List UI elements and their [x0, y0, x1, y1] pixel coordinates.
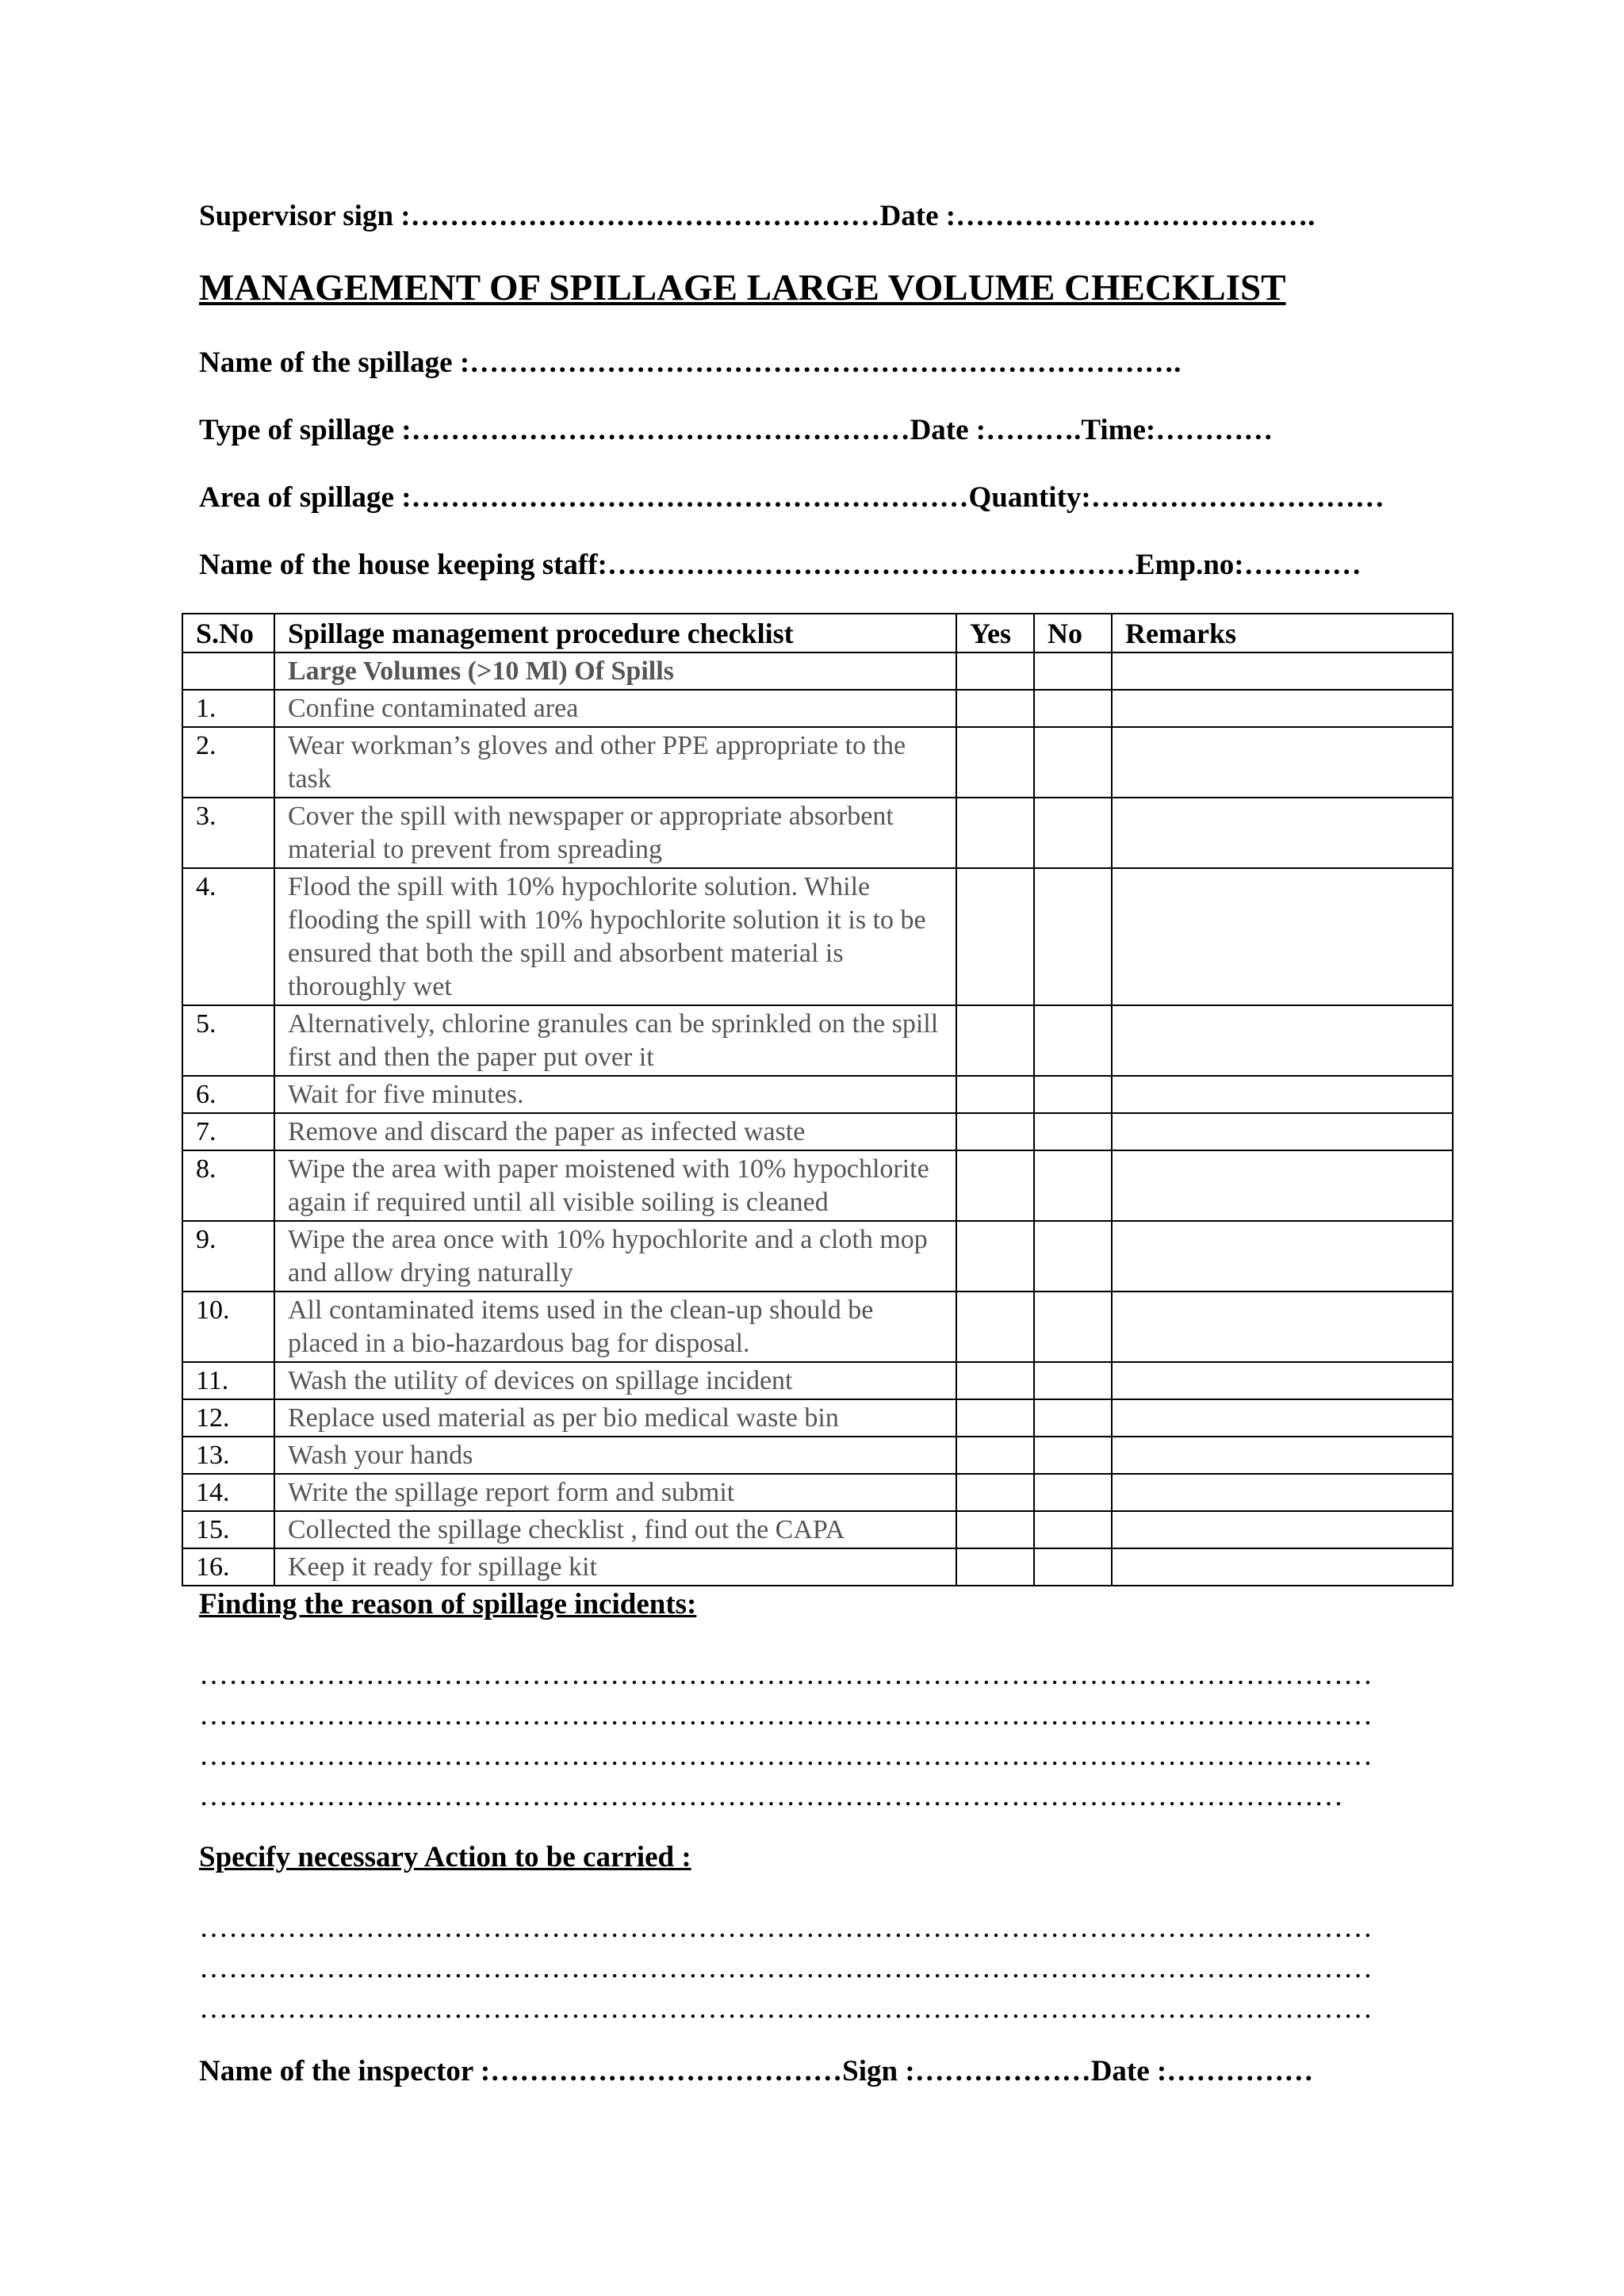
table-row [182, 1548, 1453, 1586]
row-sno: 5. [182, 1005, 274, 1076]
no-cell[interactable] [1034, 1437, 1112, 1474]
row-sno: 8. [182, 1150, 274, 1221]
findings-line[interactable]: ………………………………………………………………………………………………………… [199, 1659, 1373, 1691]
remarks-cell[interactable] [1112, 1548, 1453, 1586]
remarks-cell[interactable] [1112, 1399, 1453, 1437]
row-procedure: Keep it ready for spillage kit [274, 1548, 956, 1586]
no-cell[interactable] [1034, 652, 1112, 690]
remarks-cell[interactable] [1112, 1005, 1453, 1076]
row-procedure: Write the spillage report form and submit [274, 1474, 956, 1511]
no-cell[interactable] [1034, 727, 1112, 798]
actions-line[interactable]: ………………………………………………………………………………………………………… [199, 1952, 1373, 1984]
remarks-cell[interactable] [1112, 727, 1453, 798]
row-procedure: Wash the utility of devices on spillage incident [274, 1362, 956, 1399]
row-sno: 3. [182, 798, 274, 868]
table-row [182, 1150, 1453, 1221]
table-row [182, 727, 1453, 798]
row-sno: 14. [182, 1474, 274, 1511]
yes-cell[interactable] [956, 868, 1034, 1005]
row-procedure: Replace used material as per bio medical waste bin [274, 1399, 956, 1437]
findings-line[interactable]: ………………………………………………………………………………………………………… [199, 1699, 1373, 1732]
remarks-cell[interactable] [1112, 1292, 1453, 1362]
housekeeping-staff-line: Name of the house keeping staff:………………………………………………Emp.no:………… [199, 549, 1362, 581]
yes-cell[interactable] [956, 1362, 1034, 1399]
no-cell[interactable] [1034, 798, 1112, 868]
remarks-cell[interactable] [1112, 1076, 1453, 1113]
row-procedure: Flood the spill with 10% hypochlorite solution. While flooding the spill with 10% hypochlorite solution it is to be ensured that both the spill and absorbent material is thoroughly wet [274, 868, 956, 1005]
yes-cell[interactable] [956, 727, 1034, 798]
yes-cell[interactable] [956, 798, 1034, 868]
row-procedure: All contaminated items used in the clean-up should be placed in a bio-hazardous bag for disposal. [274, 1292, 956, 1362]
row-sno [182, 652, 274, 690]
row-procedure: Wait for five minutes. [274, 1076, 956, 1113]
row-procedure: Wear workman’s gloves and other PPE appropriate to the task [274, 727, 956, 798]
remarks-cell[interactable] [1112, 1511, 1453, 1548]
table-row [182, 1221, 1453, 1292]
row-procedure: Wipe the area once with 10% hypochlorite and a cloth mop and allow drying naturally [274, 1221, 956, 1292]
remarks-cell[interactable] [1112, 868, 1453, 1005]
table-row [182, 1113, 1453, 1150]
findings-line[interactable]: ……………………………………………………………………………………………………… [199, 1780, 1343, 1812]
yes-cell[interactable] [956, 1005, 1034, 1076]
header-yes: Yes [956, 614, 1034, 652]
table-header-row [182, 614, 1453, 652]
subheading-large-volumes: Large Volumes (>10 Ml) Of Spills [274, 652, 956, 690]
yes-cell[interactable] [956, 1292, 1034, 1362]
row-procedure: Cover the spill with newspaper or appropriate absorbent material to prevent from spreading [274, 798, 956, 868]
row-procedure: Remove and discard the paper as infected waste [274, 1113, 956, 1150]
no-cell[interactable] [1034, 868, 1112, 1005]
yes-cell[interactable] [956, 652, 1034, 690]
yes-cell[interactable] [956, 1548, 1034, 1586]
table-row [182, 1437, 1453, 1474]
no-cell[interactable] [1034, 1005, 1112, 1076]
yes-cell[interactable] [956, 1437, 1034, 1474]
remarks-cell[interactable] [1112, 798, 1453, 868]
table-row [182, 1076, 1453, 1113]
yes-cell[interactable] [956, 1511, 1034, 1548]
row-sno: 2. [182, 727, 274, 798]
spillage-name-line: Name of the spillage :………………………………………………………………. [199, 346, 1182, 379]
no-cell[interactable] [1034, 1113, 1112, 1150]
page-title: MANAGEMENT OF SPILLAGE LARGE VOLUME CHECKLIST [199, 267, 1286, 308]
remarks-cell[interactable] [1112, 1362, 1453, 1399]
yes-cell[interactable] [956, 690, 1034, 727]
remarks-cell[interactable] [1112, 1150, 1453, 1221]
remarks-cell[interactable] [1112, 690, 1453, 727]
no-cell[interactable] [1034, 1076, 1112, 1113]
yes-cell[interactable] [956, 1076, 1034, 1113]
row-sno: 7. [182, 1113, 274, 1150]
row-procedure: Wash your hands [274, 1437, 956, 1474]
row-sno: 6. [182, 1076, 274, 1113]
table-row [182, 1399, 1453, 1437]
row-sno: 4. [182, 868, 274, 1005]
table-row [182, 1511, 1453, 1548]
row-sno: 12. [182, 1399, 274, 1437]
yes-cell[interactable] [956, 1150, 1034, 1221]
table-row [182, 1362, 1453, 1399]
row-sno: 16. [182, 1548, 274, 1586]
row-procedure: Confine contaminated area [274, 690, 956, 727]
actions-heading: Specify necessary Action to be carried : [199, 1841, 691, 1873]
no-cell[interactable] [1034, 1362, 1112, 1399]
row-sno: 13. [182, 1437, 274, 1474]
supervisor-sign-line: Supervisor sign :…………………………………………Date :………………………………. [199, 200, 1316, 232]
actions-line[interactable]: ………………………………………………………………………………………………………… [199, 1911, 1373, 1944]
row-sno: 11. [182, 1362, 274, 1399]
yes-cell[interactable] [956, 1113, 1034, 1150]
row-sno: 1. [182, 690, 274, 727]
table-row [182, 1005, 1453, 1076]
table-row [182, 798, 1453, 868]
inspector-line: Name of the inspector :………………………………Sign :………………Date :…………… [199, 2055, 1314, 2087]
header-procedure: Spillage management procedure checklist [274, 614, 956, 652]
spillage-type-line: Type of spillage :……………………………………………Date :……….Time:………… [199, 414, 1274, 446]
header-sno: S.No [182, 614, 274, 652]
row-sno: 15. [182, 1511, 274, 1548]
table-row [182, 1474, 1453, 1511]
header-remarks: Remarks [1112, 614, 1453, 652]
checklist-table [182, 613, 1454, 1586]
row-sno: 9. [182, 1221, 274, 1292]
remarks-cell[interactable] [1112, 1221, 1453, 1292]
no-cell[interactable] [1034, 1150, 1112, 1221]
no-cell[interactable] [1034, 1548, 1112, 1586]
remarks-cell[interactable] [1112, 652, 1453, 690]
row-procedure: Alternatively, chlorine granules can be sprinkled on the spill first and then the paper put over it [274, 1005, 956, 1076]
no-cell[interactable] [1034, 1221, 1112, 1292]
yes-cell[interactable] [956, 1399, 1034, 1437]
findings-line[interactable]: ………………………………………………………………………………………………………… [199, 1739, 1373, 1772]
row-procedure: Wipe the area with paper moistened with 10% hypochlorite again if required until all visible soiling is cleaned [274, 1150, 956, 1221]
yes-cell[interactable] [956, 1474, 1034, 1511]
actions-line[interactable]: ………………………………………………………………………………………………………… [199, 1992, 1373, 2025]
no-cell[interactable] [1034, 1474, 1112, 1511]
row-sno: 10. [182, 1292, 274, 1362]
remarks-cell[interactable] [1112, 1474, 1453, 1511]
remarks-cell[interactable] [1112, 1437, 1453, 1474]
table-row [182, 868, 1453, 1005]
no-cell[interactable] [1034, 1511, 1112, 1548]
header-no: No [1034, 614, 1112, 652]
no-cell[interactable] [1034, 1399, 1112, 1437]
no-cell[interactable] [1034, 1292, 1112, 1362]
table-subheading-row [182, 652, 1453, 690]
findings-heading: Finding the reason of spillage incidents: [199, 1588, 697, 1621]
yes-cell[interactable] [956, 1221, 1034, 1292]
table-row [182, 1292, 1453, 1362]
row-procedure: Collected the spillage checklist , find out the CAPA [274, 1511, 956, 1548]
table-row [182, 690, 1453, 727]
spillage-area-line: Area of spillage :…………………………………………………Quantity:………………………… [199, 481, 1385, 514]
remarks-cell[interactable] [1112, 1113, 1453, 1150]
no-cell[interactable] [1034, 690, 1112, 727]
